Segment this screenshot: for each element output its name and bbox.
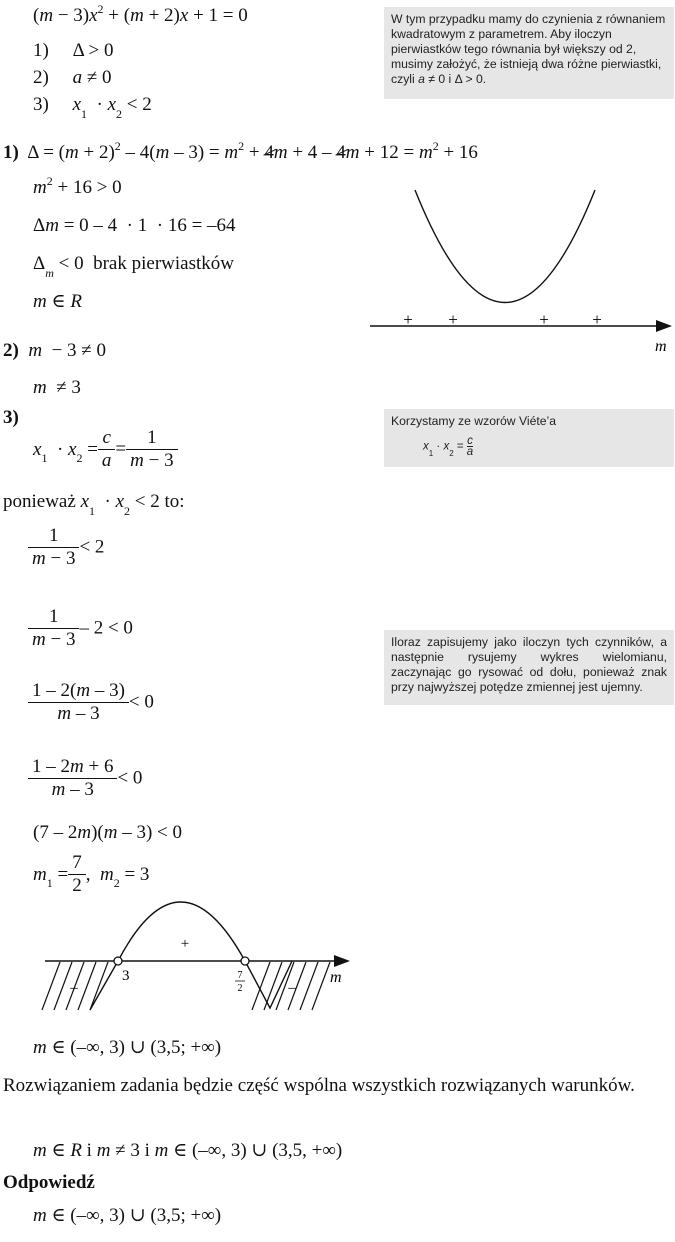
delta-m: Δm = 0 – 4 · 1 · 16 = –64	[33, 215, 236, 236]
combined-conditions: m ∈ R i m ≠ 3 i m ∈ (–∞, 3) ∪ (3,5, +∞)	[33, 1140, 343, 1161]
label-3: 3	[122, 968, 130, 984]
condition-3: 3) $x_1 \cdot x_2 < 2$	[33, 94, 152, 121]
note-vieta-formula: $x_1 \cdot x_2$ = $\frac{c}{a}$	[423, 435, 474, 458]
open-point-7-2	[241, 957, 249, 965]
sign-left-minus: –	[70, 980, 78, 996]
note-vieta-title: Korzystamy ze wzorów Viéte’a	[391, 414, 557, 428]
open-point-3	[114, 957, 122, 965]
label-7-2-num: 7	[237, 970, 243, 981]
note-vieta	[384, 409, 674, 467]
part2-line2: m ≠ 3	[33, 377, 81, 398]
part2-line1: 2) m − 3 ≠ 0	[3, 340, 106, 361]
step-4: $\frac{1 - 2m + 6}{m - 3}$ < 0	[28, 756, 142, 801]
vieta-line: $x_1 \cdot x_2$ = $\frac{c}{a}$ = $\frac{1}{m - 3}$	[33, 427, 178, 472]
step-1: $\frac{1}{m - 3}$ < 2	[28, 525, 104, 570]
sign-top-plus: +	[180, 936, 190, 952]
curve-graph-2	[118, 902, 245, 961]
sign-plus-1: +	[403, 310, 413, 329]
sign-plus-3: +	[539, 310, 549, 329]
note-polynomial: Iloraz zapisujemy jako iloczyn tych czynników, a następnie rysujemy wykres wielomianu, zaczynając go rysować od dołu, ponieważ znak przy najwyższej potędze zmiennej jest ujemny.	[384, 630, 674, 705]
axis-label-m: m	[655, 338, 667, 355]
condition-1: 1) Δ > 0	[33, 40, 114, 61]
parabola-graph-1	[360, 185, 675, 355]
sign-graph-2	[30, 898, 360, 1040]
step-3: $\frac{1 - 2(m - 3)}{m - 3}$ < 0	[28, 680, 154, 725]
note-quadratic: W tym przypadku mamy do czynienia z równaniem kwadratowym z parametrem. Aby iloczyn pierwiastków tego równania był większy od 2, musimy założyć, że istnieją dwa różne pierwiastki, czyli a ≠ 0 i Δ > 0.	[384, 7, 674, 99]
sign-right-minus: –	[288, 980, 296, 996]
sign-plus-2: +	[448, 310, 458, 329]
interval-result: m ∈ (–∞, 3) ∪ (3,5; +∞)	[33, 1037, 222, 1058]
result-mR: m ∈ R	[33, 291, 82, 312]
label-7-2-den: 2	[237, 983, 243, 994]
because-line: ponieważ $x_1 \cdot x_2 < 2$ to:	[3, 491, 185, 518]
sign-plus-4: +	[592, 310, 602, 329]
delta-line: 1) $\Delta = (m + 2)^2 - 4(m - 3) = m^2 + 4m + 4 - 4m + 12 = m^2 + 16$	[3, 138, 478, 163]
axis-arrow-2	[334, 955, 350, 967]
answer-value: m ∈ (–∞, 3) ∪ (3,5; +∞)	[33, 1205, 222, 1226]
delta-m-negative: $\Delta_m < 0$ brak pierwiastków	[33, 253, 234, 280]
part3-label: 3)	[3, 407, 19, 428]
conclusion-text: Rozwiązaniem zadania będzie część wspólna wszystkich rozwiązanych warunków.	[3, 1075, 635, 1096]
ineq-m2: $m^2 + 16 > 0$	[33, 173, 122, 198]
equation: $(m - 3)x^2 + (m + 2)x + 1 = 0$	[33, 1, 248, 26]
axis-arrow	[656, 320, 672, 332]
step-2: $\frac{1}{m - 3}$ – 2 < 0	[28, 606, 133, 651]
axis-label-m-2: m	[330, 969, 342, 986]
product-inequality: (7 – 2m)(m – 3) < 0	[33, 822, 182, 843]
parabola-curve	[415, 190, 595, 303]
condition-2: 2) a ≠ 0	[33, 67, 112, 88]
answer-heading: Odpowiedź	[3, 1172, 95, 1193]
roots-line: $m_1$ = $\frac{7}{2}$ , $m_2 = 3$	[33, 852, 150, 896]
